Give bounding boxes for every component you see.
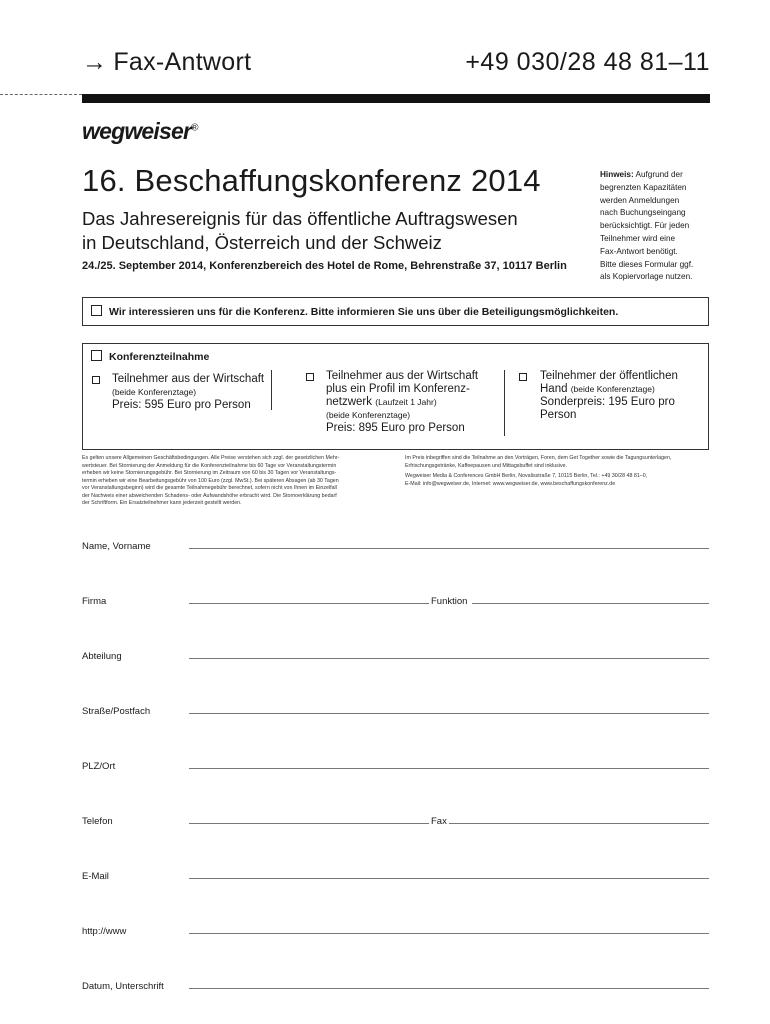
option-price: Person [540,409,577,421]
terms-right [405,455,711,488]
option-price: Preis: 895 Euro pro Person [326,422,465,434]
option-title: netzwerk [326,396,373,408]
wegweiser-logo [82,118,198,145]
option-detail: (beide Konferenztage) [326,410,411,420]
column-divider [504,370,505,436]
column-divider [271,370,272,410]
terms-line: vor Veranstaltungsbeginn) wird die gesamte Teilnahmegebühr berechnet, sofern nicht von Ihnen im Einzelfall [82,485,337,491]
option-note: (Laufzeit 1 Jahr) [375,397,437,407]
option-business [112,373,287,412]
conference-subtitle [82,207,582,255]
email-field[interactable] [189,878,709,879]
participation-box [82,343,709,450]
option-title: Teilnehmer aus der Wirtschaft [112,373,265,385]
abteilung-field[interactable] [189,658,709,659]
option-business-network [326,370,506,435]
terms-line: Wegweiser Media & Conferences GmbH Berlin, Novalisstraße 7, 10115 Berlin, Tel.: +49 30/28 48 81–0, [405,473,648,479]
subtitle-line: in Deutschland, Österreich und der Schweiz [82,232,442,253]
label-datum: Datum, Unterschrift [82,981,164,992]
interest-box [82,297,709,326]
option-title: Hand [540,383,568,395]
option-public-checkbox[interactable] [519,373,527,381]
option-note: (beide Konferenztage) [570,384,655,394]
interest-label: Wir interessieren uns für die Konferenz. Bitte informieren Sie uns über die Beteiligungsmöglichkeiten. [109,306,619,318]
label-abteilung: Abteilung [82,651,122,662]
fax-answer-heading [82,48,251,77]
option-price: Preis: 595 Euro pro Person [112,399,251,411]
interest-checkbox[interactable] [91,305,102,316]
hint-line: Aufgrund der [635,170,683,179]
telefon-field[interactable] [189,823,429,824]
cut-line [0,94,82,95]
option-business-checkbox[interactable] [92,376,100,384]
option-detail: (beide Konferenztage) [112,387,197,397]
terms-line: erheben wir keine Stornierungsgebühr. Bei Stornierung im Zeitraum von 60 bis 30 Tagen vor Veranstaltungs- [82,470,337,476]
fax-field[interactable] [449,823,709,824]
label-firma: Firma [82,596,107,607]
label-strasse: Straße/Postfach [82,706,151,717]
hint-line: berücksichtigt. Für jeden [600,221,690,231]
terms-left [82,455,392,508]
hint-line: Bitte dieses Formular ggf. [600,259,694,269]
hint-line: begrenzten Kapazitäten [600,182,687,192]
label-web: http://www [82,926,127,937]
arrow-right-icon: → [82,48,108,76]
hint-note [600,169,710,284]
option-price: Sonderpreis: 195 Euro pro [540,396,675,408]
label-funktion: Funktion [431,596,468,607]
web-field[interactable] [189,933,709,934]
fax-number: +49 030/28 48 81–11 [465,48,710,76]
terms-line: der Schriftform. Ein Ersatzteilnehmer kann jederzeit gestellt werden. [82,500,242,506]
registered-mark: ® [191,122,198,134]
label-fax: Fax [431,816,447,827]
name-field[interactable] [189,548,709,549]
date-venue: 24./25. September 2014, Konferenzbereich des Hotel de Rome, Behrenstraße 37, 10117 Berlin [82,260,567,272]
option-title: Teilnehmer aus der Wirtschaft [326,370,479,382]
participation-checkbox[interactable] [91,350,102,361]
hint-line: nach Buchungseingang [600,208,686,218]
option-title: Teilnehmer der öffentlichen [540,370,678,382]
signature-field[interactable] [189,988,709,989]
label-plz: PLZ/Ort [82,761,116,772]
label-email: E-Mail [82,871,109,882]
terms-line: E-Mail: info@wegweiser.de, Internet: www.wegweiser.de, www.beschaffungskonferenz.de [405,480,616,487]
hint-label: Hinweis: [600,170,634,179]
header-bar [82,94,710,103]
terms-line: termin erheben wir eine Bearbeitungsgebühr von 100 Euro (zzgl. MwSt.). Bei späteren Absagen (ab 30 Tagen [82,477,339,484]
hint-line: Fax-Antwort benötigt. [600,246,678,256]
firma-field[interactable] [189,603,429,604]
option-business-network-checkbox[interactable] [306,373,314,381]
participation-label: Konferenzteilnahme [109,351,210,363]
subtitle-line: Das Jahresereignis für das öffentliche Auftragswesen [82,208,518,229]
terms-line: Es gelten unsere Allgemeinen Geschäftsbedingungen. Alle Preise verstehen sich zzgl. der gesetzlichen Mehr- [82,455,340,461]
option-public [540,370,705,422]
terms-line: wertsteuer. Bei Stornierung der Anmeldung für die Konferenzteilnahme bis 60 Tage vor Veranstaltungstermin [82,462,337,469]
option-title: plus ein Profil im Konferenz- [326,383,470,395]
hint-line: werden Anmeldungen [600,195,680,205]
terms-line: der Nachweis einer abweichenden Schadens- oder Aufwandshöhe erbracht wird. Die Stornoerklärung bedarf [82,492,337,499]
hint-line: als Kopiervorlage nutzen. [600,272,693,282]
fax-answer-title: Fax-Antwort [113,48,252,76]
funktion-field[interactable] [472,603,709,604]
terms-line: Erfrischungsgetränke, Kaffeepausen und Mittagsbuffet sind inklusive. [405,462,568,469]
hint-line: Teilnehmer wird eine [600,233,676,243]
label-telefon: Telefon [82,816,113,827]
conference-title: 16. Beschaffungskonferenz 2014 [82,163,541,198]
terms-line: Im Preis inbegriffen sind die Teilnahme an den Vorträgen, Foren, dem Get Together sowie die Tagungsunterlagen, [405,455,672,461]
label-name: Name, Vorname [82,541,151,552]
logo-text: wegweiser [82,118,192,144]
plz-field[interactable] [189,768,709,769]
strasse-field[interactable] [189,713,709,714]
